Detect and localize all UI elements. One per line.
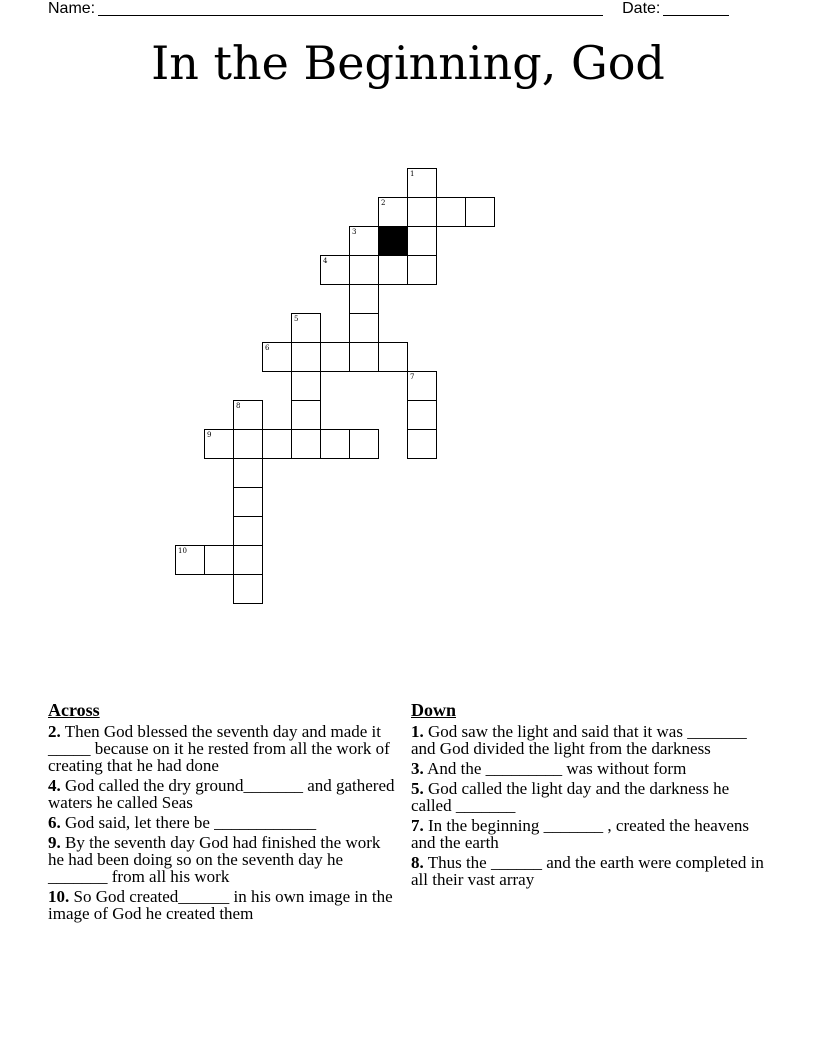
name-label: Name: xyxy=(48,0,96,17)
grid-cell[interactable] xyxy=(349,284,379,314)
across-clue xyxy=(48,834,398,885)
grid-cell[interactable] xyxy=(233,545,263,575)
cell-number: 9 xyxy=(207,431,212,439)
grid-cell[interactable] xyxy=(378,342,408,372)
cell-number: 5 xyxy=(294,315,299,323)
down-clue xyxy=(411,760,771,777)
grid-cell[interactable] xyxy=(291,400,321,430)
cell-number: 6 xyxy=(265,344,270,352)
clue-text: And the _________ was without form xyxy=(427,759,687,778)
across-clue xyxy=(48,888,398,922)
cell-number: 1 xyxy=(410,170,415,178)
grid-cell[interactable] xyxy=(204,429,234,459)
grid-cell[interactable] xyxy=(349,313,379,343)
clue-text: God called the light day and the darkness he called _______ xyxy=(411,779,730,815)
grid-cell[interactable] xyxy=(407,255,437,285)
grid-cell[interactable] xyxy=(407,429,437,459)
grid-cell[interactable] xyxy=(465,197,495,227)
clue-text: God said, let there be ____________ xyxy=(65,813,317,832)
clue-number: 5. xyxy=(411,779,424,798)
cell-number: 4 xyxy=(323,257,328,265)
cell-number: 8 xyxy=(236,402,241,410)
grid-cell[interactable] xyxy=(407,226,437,256)
cell-number: 10 xyxy=(178,547,187,555)
clue-number: 10. xyxy=(48,887,70,906)
cell-number: 2 xyxy=(381,199,386,207)
clue-text: Thus the ______ and the earth were completed in all their vast array xyxy=(411,853,764,889)
across-clues xyxy=(48,700,398,925)
grid-cell[interactable] xyxy=(407,197,437,227)
grid-cell[interactable] xyxy=(349,429,379,459)
grid-cell[interactable] xyxy=(233,574,263,604)
grid-cell[interactable] xyxy=(407,371,437,401)
clue-number: 4. xyxy=(48,776,61,795)
clue-number: 2. xyxy=(48,722,61,741)
clue-text: Then God blessed the seventh day and made it _____ because on it he rested from all the work of creating that he had done xyxy=(48,722,390,775)
grid-cell[interactable] xyxy=(262,342,292,372)
grid-cell[interactable] xyxy=(233,400,263,430)
clue-number: 1. xyxy=(411,722,424,741)
grid-cell[interactable] xyxy=(349,255,379,285)
grid-cell[interactable] xyxy=(291,371,321,401)
down-clue xyxy=(411,854,771,888)
grid-cell[interactable] xyxy=(320,255,350,285)
grid-cell[interactable] xyxy=(233,487,263,517)
clue-text: In the beginning _______ , created the heavens and the earth xyxy=(411,816,750,852)
clue-number: 7. xyxy=(411,816,424,835)
grid-cell[interactable] xyxy=(291,342,321,372)
grid-cell[interactable] xyxy=(320,342,350,372)
across-clue xyxy=(48,723,398,774)
clue-number: 8. xyxy=(411,853,424,872)
grid-cell[interactable] xyxy=(233,458,263,488)
grid-cell[interactable] xyxy=(320,429,350,459)
grid-cell[interactable] xyxy=(349,342,379,372)
across-clue xyxy=(48,814,398,831)
grid-cell[interactable] xyxy=(233,516,263,546)
grid-cell[interactable] xyxy=(175,545,205,575)
down-clue xyxy=(411,723,771,757)
down-clue xyxy=(411,780,771,814)
across-clue xyxy=(48,777,398,811)
grid-cell[interactable] xyxy=(407,168,437,198)
clue-number: 6. xyxy=(48,813,61,832)
down-heading: Down xyxy=(411,700,457,720)
clue-text: God saw the light and said that it was _______ and God divided the light from the darkness xyxy=(411,722,747,758)
clue-text: God called the dry ground_______ and gathered waters he called Seas xyxy=(48,776,395,812)
clue-number: 9. xyxy=(48,833,61,852)
grid-cell[interactable] xyxy=(436,197,466,227)
page-title: In the Beginning, God xyxy=(151,36,665,90)
grid-cell[interactable] xyxy=(291,313,321,343)
clue-text: By the seventh day God had finished the work he had been doing so on the seventh day he _______ from all his work xyxy=(48,833,381,886)
grid-cell[interactable] xyxy=(291,429,321,459)
across-heading: Across xyxy=(48,700,100,720)
grid-cell[interactable] xyxy=(233,429,263,459)
down-clue xyxy=(411,817,771,851)
down-clues xyxy=(411,700,771,891)
grid-cell[interactable] xyxy=(407,400,437,430)
grid-cell[interactable] xyxy=(204,545,234,575)
black-cell xyxy=(378,226,408,256)
date-label: Date: xyxy=(622,0,661,17)
cell-number: 3 xyxy=(352,228,357,236)
grid-cell[interactable] xyxy=(349,226,379,256)
grid-cell[interactable] xyxy=(378,255,408,285)
clue-text: So God created______ in his own image in the image of God he created them xyxy=(48,887,393,923)
grid-cell[interactable] xyxy=(378,197,408,227)
cell-number: 7 xyxy=(410,373,415,381)
grid-cell[interactable] xyxy=(262,429,292,459)
clue-number: 3. xyxy=(411,759,424,778)
